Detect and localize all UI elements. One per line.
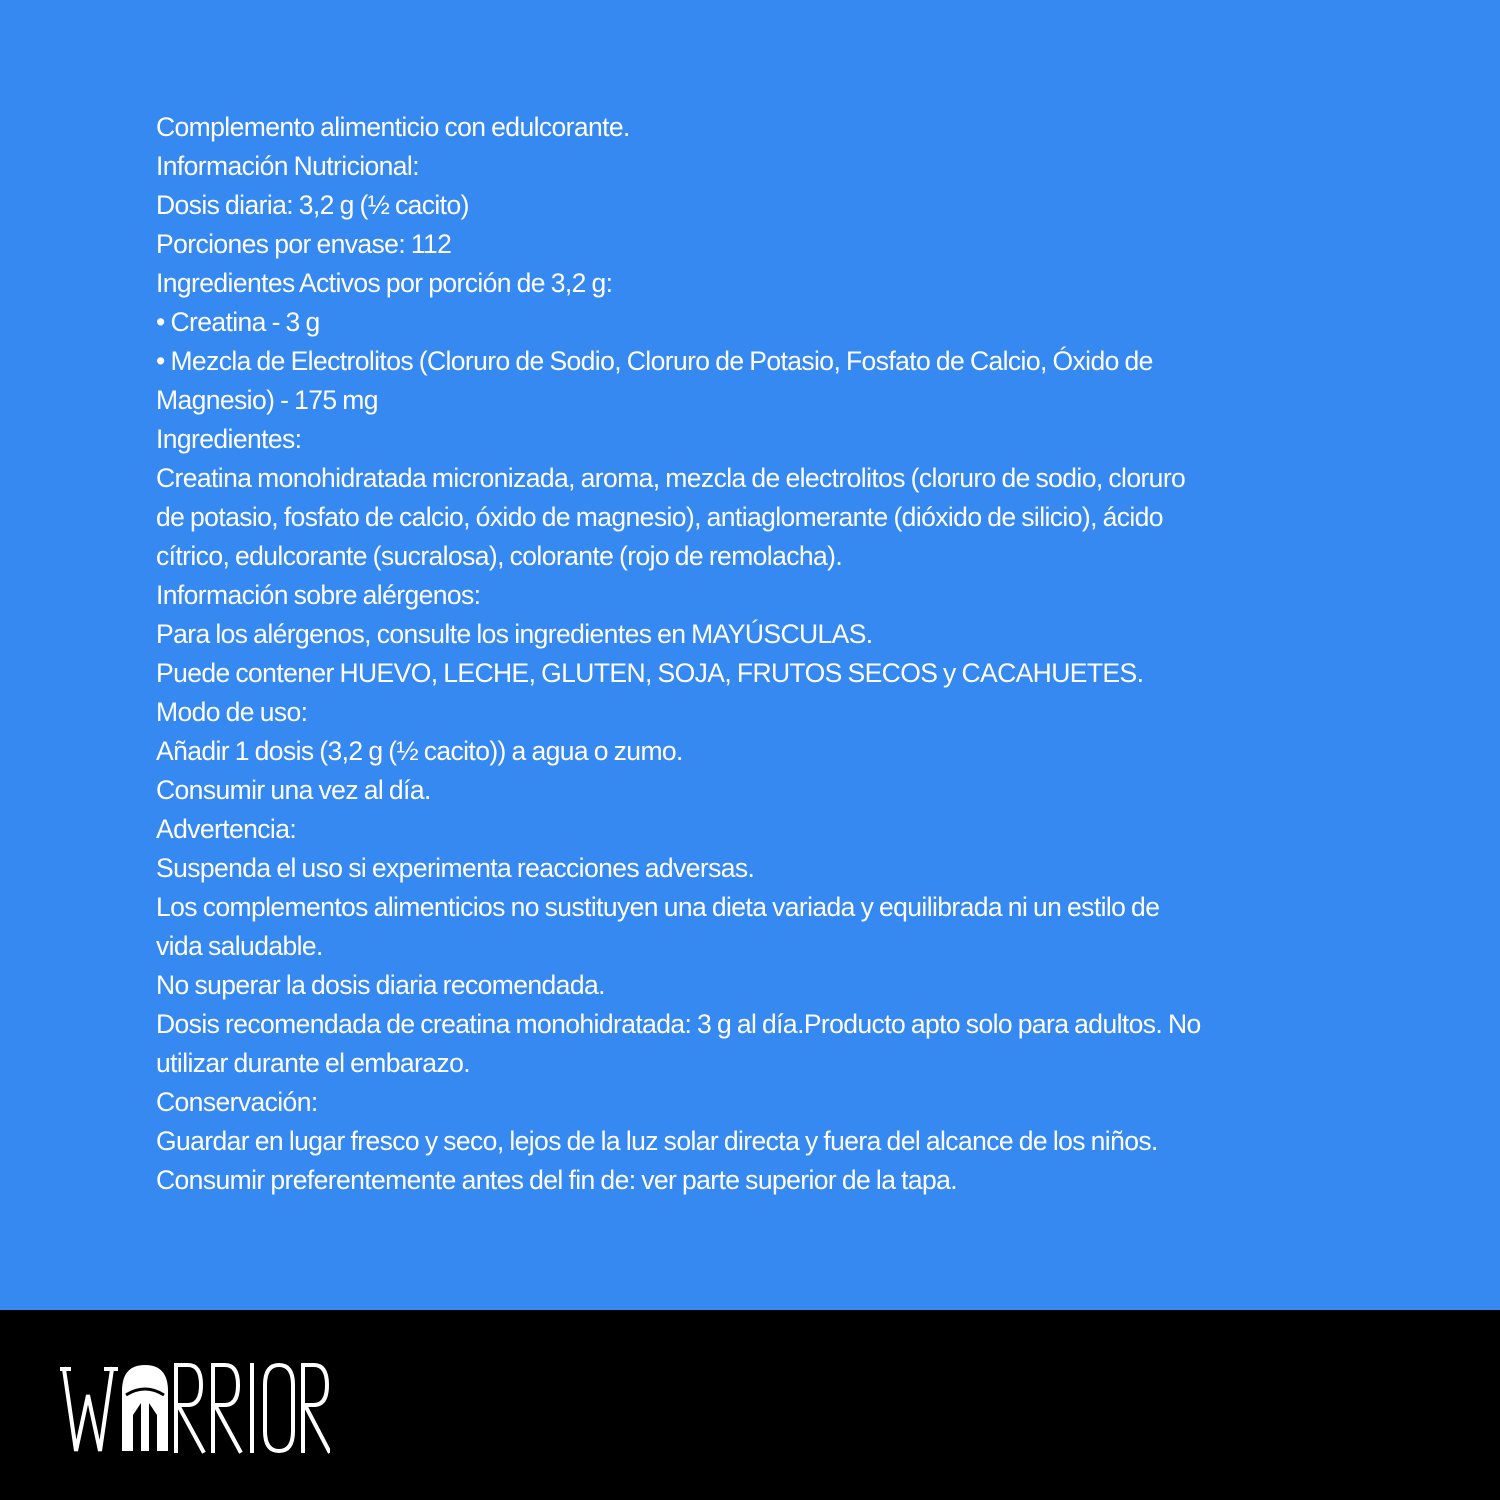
section-heading-ingredients: Ingredientes:: [156, 424, 302, 454]
section-heading-storage: Conservación:: [156, 1087, 318, 1117]
text-line: Dosis recomendada de creatina monohidratada: 3 g al día.Producto apto solo para adultos. No: [156, 1009, 1201, 1039]
spartan-helmet-icon: [122, 1365, 168, 1451]
text-line: Porciones por envase: 112: [156, 229, 452, 259]
text-line: Para los alérgenos, consulte los ingredientes en MAYÚSCULAS.: [156, 619, 873, 649]
text-line: Dosis diaria: 3,2 g (½ cacito): [156, 190, 469, 220]
text-line: Los complementos alimenticios no sustituyen una dieta variada y equilibrada ni un estilo de: [156, 892, 1160, 922]
list-item: • Mezcla de Electrolitos (Cloruro de Sodio, Cloruro de Potasio, Fosfato de Calcio, Óxido de: [156, 346, 1153, 376]
text-line: Suspenda el uso si experimenta reacciones adversas.: [156, 853, 755, 883]
section-heading-nutrition: Información Nutricional:: [156, 151, 419, 181]
text-line: Consumir preferentemente antes del fin de: ver parte superior de la tapa.: [156, 1165, 958, 1195]
section-heading-usage: Modo de uso:: [156, 697, 308, 727]
text-line: cítrico, edulcorante (sucralosa), colorante (rojo de remolacha).: [156, 541, 843, 571]
text-line: Consumir una vez al día.: [156, 775, 431, 805]
footer-bar: [0, 1310, 1500, 1500]
list-item: • Creatina - 3 g: [156, 307, 320, 337]
text-line: utilizar durante el embarazo.: [156, 1048, 470, 1078]
text-line: Puede contener HUEVO, LECHE, GLUTEN, SOJA, FRUTOS SECOS y CACAHUETES.: [156, 658, 1144, 688]
section-heading-warning: Advertencia:: [156, 814, 297, 844]
text-line: Guardar en lugar fresco y seco, lejos de la luz solar directa y fuera del alcance de los niños.: [156, 1126, 1158, 1156]
text-line: Ingredientes Activos por porción de 3,2 g:: [156, 268, 613, 298]
warrior-logo: [60, 1355, 330, 1460]
section-heading-allergens: Información sobre alérgenos:: [156, 580, 481, 610]
text-line: Complemento alimenticio con edulcorante.: [156, 112, 630, 142]
text-line: Añadir 1 dosis (3,2 g (½ cacito)) a agua o zumo.: [156, 736, 683, 766]
text-line: de potasio, fosfato de calcio, óxido de magnesio), antiaglomerante (dióxido de silicio), ácido: [156, 502, 1163, 532]
product-information-text: [156, 108, 1356, 1200]
text-line: No superar la dosis diaria recomendada.: [156, 970, 605, 1000]
text-line: Magnesio) - 175 mg: [156, 385, 378, 415]
text-line: Creatina monohidratada micronizada, aroma, mezcla de electrolitos (cloruro de sodio, cloruro: [156, 463, 1186, 493]
text-line: vida saludable.: [156, 931, 323, 961]
